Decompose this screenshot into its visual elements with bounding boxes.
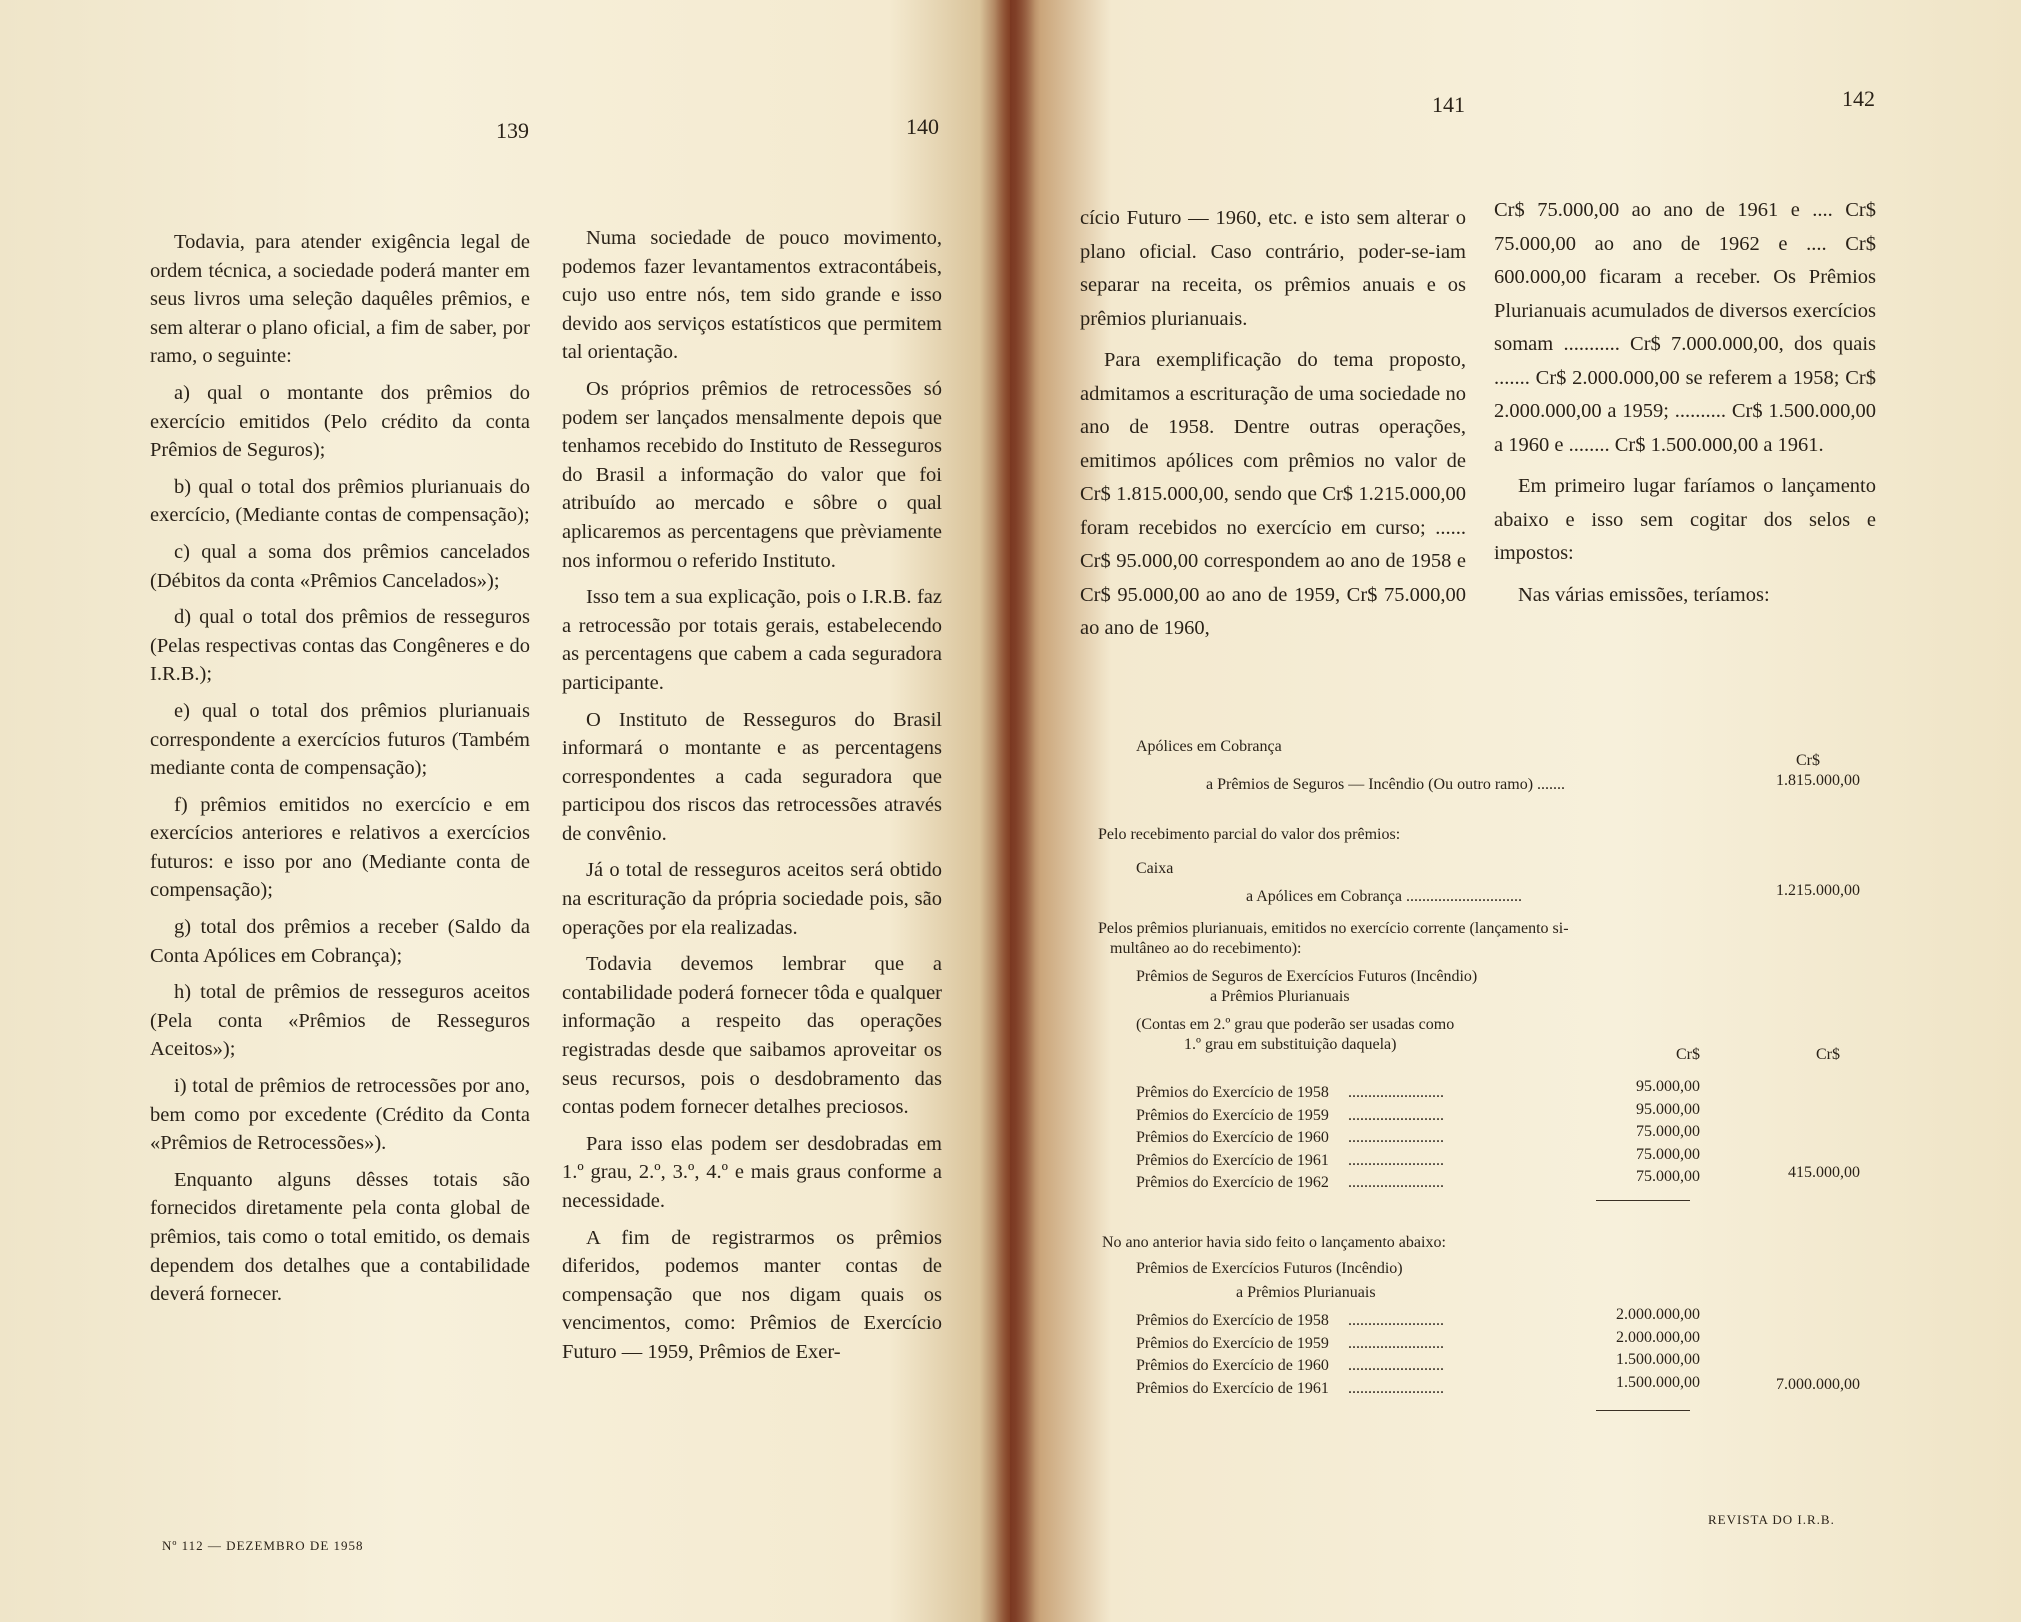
page-footer-issue: Nº 112 — DEZEMBRO DE 1958 (162, 1538, 364, 1553)
paragraph: A fim de registrarmos os prêmios diferidos, podemos manter contas de compensação que nos digam quais os vencimentos, como: Prêmios de Exercício Futuro — 1959, Prêmios de Exer- (562, 1226, 942, 1363)
ledger-row-label: Prêmios do Exercício de 1961 (1136, 1151, 1329, 1169)
page-number-141: 141 (1432, 92, 1465, 117)
ledger-row-label: Prêmios do Exercício de 1958 (1136, 1084, 1329, 1101)
list-item: e) qual o total dos prêmios plurianuais correspondente a exercícios futuros (Também mediante conta de compensação); (150, 699, 530, 780)
ledger-row-amount: 1.500.000,00 (1616, 1351, 1700, 1368)
page-139-text (150, 228, 530, 1317)
page-number-139: 139 (496, 118, 529, 143)
ledger-row-label: Prêmios do Exercício de 1959 (1136, 1106, 1329, 1124)
ledger-row-label: Prêmios do Exercício de 1962 (1136, 1174, 1329, 1191)
paragraph: Todavia, para atender exigência legal de ordem técnica, a sociedade poderá manter em seus livros uma seleção daquêles prêmios, e sem alterar o plano oficial, a fim de saber, por ramo, o seguinte: (150, 231, 530, 368)
ledger-row-amount: 95.000,00 (1636, 1078, 1700, 1095)
paragraph: Todavia devemos lembrar que a contabilidade poderá fornecer tôda e qualquer informação a respeito das operações registradas desde que saibamos aproveitar os seus recursos, pois o desdobramento das contas podem fornecer detalhes preciosos. (562, 953, 942, 1119)
ledger-row-label: Prêmios do Exercício de 1961 (1136, 1379, 1329, 1397)
list-item: a) qual o montante dos prêmios do exercício emitidos (Pelo crédito da conta Prêmios de Seguros); (150, 381, 530, 462)
list-item: c) qual a soma dos prêmios cancelados (Débitos da conta «Prêmios Cancelados»); (150, 540, 530, 592)
entry4-credit: a Prêmios Plurianuais (1236, 1284, 1376, 1301)
entry3-note-cont: 1.º grau em substituição daquela) (1184, 1036, 1397, 1053)
ledger-row-amount: 75.000,00 (1636, 1168, 1700, 1185)
column-head-1: Cr$ (1676, 1046, 1700, 1063)
paragraph: Em primeiro lugar faríamos o lançamento abaixo e isso sem cogitar dos selos e impostos: (1494, 475, 1876, 564)
ledger-row-label: Prêmios do Exercício de 1960 (1136, 1129, 1329, 1146)
paragraph: cício Futuro — 1960, etc. e isto sem alterar o plano oficial. Caso contrário, poder-se-iam separar na receita, os prêmios anuais e os prêmios plurianuais. (1080, 207, 1466, 330)
ledger-row-leader: ........................ (1348, 1129, 1444, 1146)
ledger-row-leader: ........................ (1348, 1084, 1444, 1101)
ledger-row-leader: ........................ (1348, 1106, 1444, 1124)
paragraph: Para isso elas podem ser desdobradas em 1.º grau, 2.º, 3.º, 4.º e mais graus conforme a necessidade. (562, 1132, 942, 1212)
entry4-total: 7.000.000,00 (1776, 1376, 1860, 1393)
paragraph: Numa sociedade de pouco movimento, podemos fazer levantamentos extracontábeis, cujo uso entre nós, tem sido grande e isso devido aos serviços estatísticos que permitem tal orientação. (562, 227, 942, 364)
page-142-text (1494, 194, 1876, 620)
entry2-credit: a Apólices em Cobrança ............................. (1246, 888, 1522, 905)
ledger-row-leader: ........................ (1348, 1357, 1444, 1374)
entry3-title: Pelos prêmios plurianuais, emitidos no exercício corrente (lançamento si- (1098, 920, 1569, 937)
entry3-title-cont: multâneo ao do recebimento): (1110, 940, 1302, 957)
paragraph: Nas várias emissões, teríamos: (1518, 583, 1770, 606)
entry3-total: 415.000,00 (1788, 1164, 1860, 1181)
paragraph: Os próprios prêmios de retrocessões só podem ser lançados mensalmente depois que tenhamos recebido do Instituto de Resseguros do Brasil a informação do valor que foi atribuído ao mercado e sôbre o qual aplicaremos as percentagens que prèviamente nos informou o referido Instituto. (562, 377, 942, 572)
ledger-row-amount: 95.000,00 (1636, 1100, 1700, 1118)
list-item: h) total de prêmios de resseguros aceitos (Pela conta «Prêmios de Resseguros Aceitos»); (150, 981, 530, 1061)
paragraph: Já o total de resseguros aceitos será obtido na escrituração da própria sociedade pois, são operações por ela realizadas. (562, 859, 942, 939)
ledger-row-amount: 2.000.000,00 (1616, 1328, 1700, 1346)
total-rule (1596, 1410, 1690, 1411)
book-spine (995, 0, 1035, 1622)
ledger-row-leader: ........................ (1348, 1151, 1444, 1169)
entry3-debit: Prêmios de Seguros de Exercícios Futuros (Incêndio) (1136, 968, 1478, 985)
entry1-debit: Apólices em Cobrança (1136, 738, 1282, 755)
page-140-text (562, 224, 942, 1375)
paragraph: Para exemplificação do tema proposto, admitamos a escrituração de uma sociedade no ano de 1958. Dentre outras operações, emitimos apólices com prêmios no valor de Cr$ 1.815.000,00, sendo que Cr$ 1.215.000,00 foram recebidos no exercício em curso; ...... Cr$ 95.000,00 correspondem ao ano de 1958 e Cr$ 95.000,00 ao ano de 1959, Cr$ 75.000,00 ao ano de 1960, (1080, 349, 1466, 639)
entry3-credit: a Prêmios Plurianuais (1210, 988, 1350, 1005)
ledger-row-amount: 2.000.000,00 (1616, 1306, 1700, 1323)
page-number-140: 140 (906, 114, 939, 139)
entry1-currency: Cr$ (1796, 752, 1820, 769)
ledger-row-amount: 75.000,00 (1636, 1145, 1700, 1163)
paragraph: Enquanto alguns dêsses totais são fornecidos diretamente pela conta global de prêmios, tais como o total emitido, os demais dependem dos detalhes que a contabilidade deverá fornecer. (150, 1168, 530, 1306)
list-item: i) total de prêmios de retrocessões por ano, bem como por excedente (Crédito da Conta «Prêmios de Retrocessões»). (150, 1075, 530, 1155)
entry1-amount: 1.815.000,00 (1776, 772, 1860, 789)
list-item: d) qual o total dos prêmios de resseguros (Pelas respectivas contas das Congêneres e do I.R.B.); (150, 606, 530, 686)
list-item: f) prêmios emitidos no exercício e em exercícios anteriores e relativos a exercícios futuros: e isso por ano (Mediante conta de compensação); (150, 793, 530, 902)
paragraph: Isso tem a sua explicação, pois o I.R.B. faz a retrocessão por totais gerais, estabelecendo as percentagens que cabem a cada seguradora participante. (562, 586, 942, 694)
ledger-row-leader: ........................ (1348, 1379, 1444, 1397)
page-footer-journal: REVISTA DO I.R.B. (1708, 1512, 1835, 1527)
entry2-title: Pelo recebimento parcial do valor dos prêmios: (1098, 826, 1401, 843)
entry2-amount: 1.215.000,00 (1776, 882, 1860, 899)
ledger-row-leader: ........................ (1348, 1312, 1444, 1329)
ledger-row-leader: ........................ (1348, 1334, 1444, 1352)
list-item: g) total dos prêmios a receber (Saldo da Conta Apólices em Cobrança); (150, 916, 530, 967)
entry2-debit: Caixa (1136, 860, 1174, 877)
list-item: b) qual o total dos prêmios plurianuais do exercício, (Mediante contas de compensação); (150, 475, 530, 527)
column-head-2: Cr$ (1816, 1046, 1840, 1063)
ledger-row-leader: ........................ (1348, 1174, 1444, 1191)
ledger-row-label: Prêmios do Exercício de 1960 (1136, 1357, 1329, 1374)
entry4-title: No ano anterior havia sido feito o lançamento abaixo: (1102, 1234, 1446, 1251)
entry4-debit: Prêmios de Exercícios Futuros (Incêndio) (1136, 1260, 1403, 1277)
ledger-row-amount: 75.000,00 (1636, 1123, 1700, 1140)
ledger-row-label: Prêmios do Exercício de 1959 (1136, 1334, 1329, 1352)
page-number-142: 142 (1842, 86, 1875, 111)
entry1-credit: a Prêmios de Seguros — Incêndio (Ou outro ramo) ....... (1206, 776, 1566, 793)
paragraph: O Instituto de Resseguros do Brasil informará o montante e as percentagens correspondentes a cada seguradora que participou dos riscos das retrocessões através de convênio. (562, 708, 942, 845)
page-141-text (1080, 202, 1466, 654)
entry3-note: (Contas em 2.º grau que poderão ser usadas como (1136, 1016, 1455, 1033)
ledger-row-label: Prêmios do Exercício de 1958 (1136, 1312, 1329, 1329)
paragraph: Cr$ 75.000,00 ao ano de 1961 e .... Cr$ 75.000,00 ao ano de 1962 e .... Cr$ 600.000,00 ficaram a receber. Os Prêmios Plurianuais acumulados de diversos exercícios somam ........... Cr$ 7.000.000,00, dos quais ....... Cr$ 2.000.000,00 se referem a 1958; Cr$ 2.000.000,00 a 1959; .......... Cr$ 1.500.000,00 a 1960 e ........ Cr$ 1.500.000,00 a 1961. (1494, 199, 1876, 456)
ledger-row-amount: 1.500.000,00 (1616, 1373, 1700, 1391)
total-rule (1596, 1200, 1690, 1201)
